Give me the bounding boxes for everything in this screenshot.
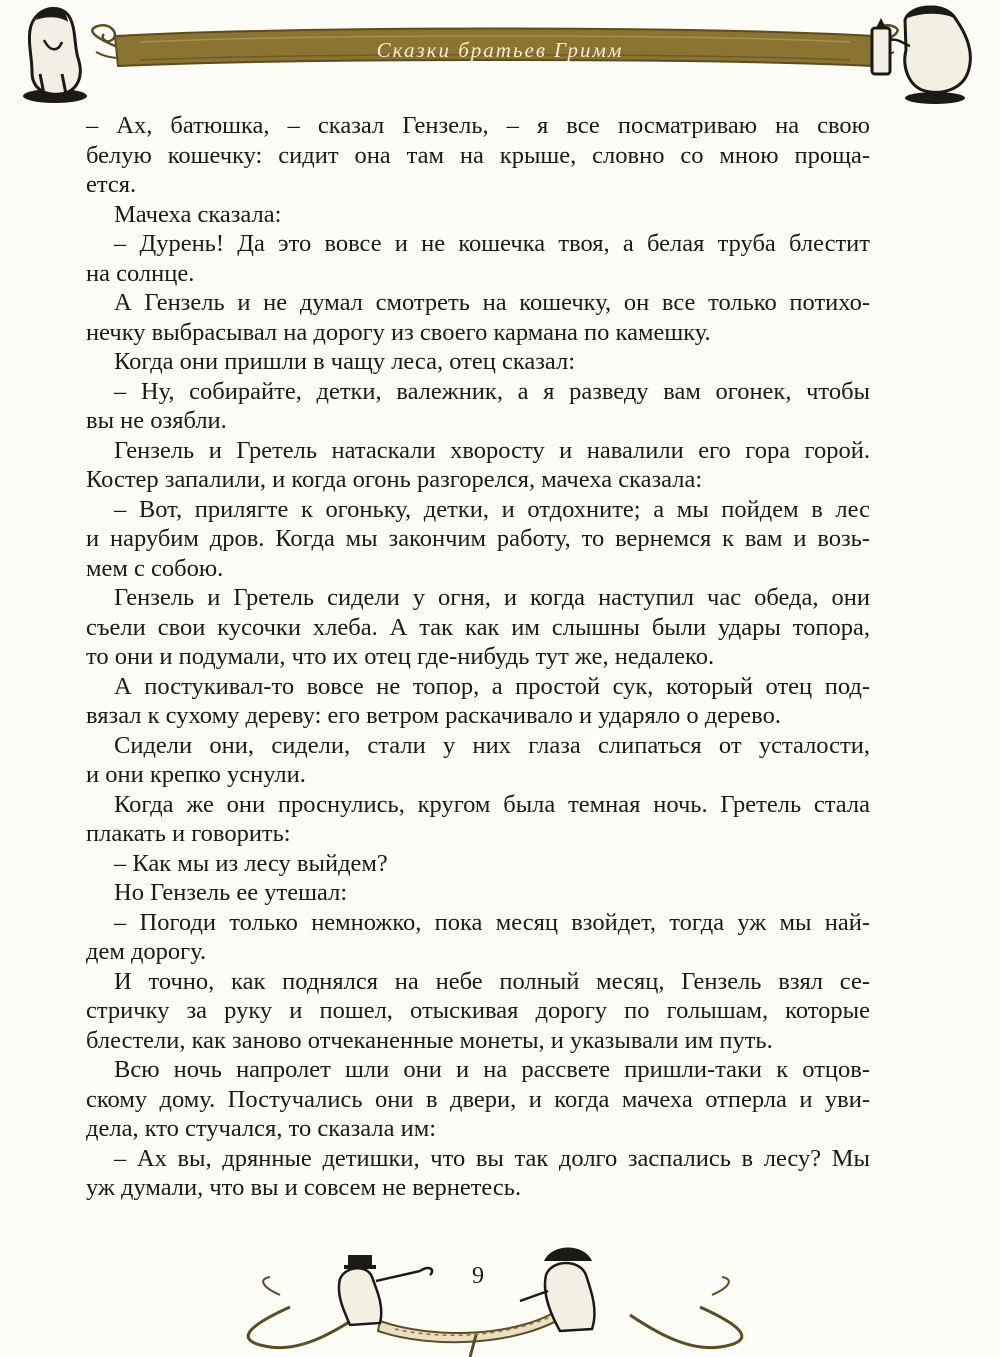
text-line: нечку выбрасывал на дорогу из своего кармана по камешку. [86, 318, 711, 346]
gnome-with-lantern-icon [872, 6, 970, 105]
text-line: на солнце. [86, 259, 195, 287]
page-footer [0, 1235, 1000, 1357]
running-title: Сказки братьев Гримм [376, 38, 624, 62]
text-line: уж думали, что вы и совсем не вернетесь. [86, 1174, 522, 1201]
text-line: белую кошечку: сидит она там на крыше, словно со мною проща- [86, 141, 870, 169]
text-line: Когда же они проснулись, кругом была темная ночь. Гретель стала [114, 790, 870, 818]
two-gnomes-holding-scroll-icon [0, 1235, 1000, 1357]
text-line: блестели, как заново отчеканенные монеты, и указывали им путь. [86, 1026, 773, 1054]
text-line: Сидели они, сидели, стали у них глаза слипаться от усталости, [114, 731, 870, 759]
text-line: Гензель и Гретель натаскали хворосту и навалили его гора горой. [114, 436, 870, 464]
text-line: съели свои кусочки хлеба. А так как им слышны были удары топора, [86, 613, 870, 641]
text-line: то они и подумали, что их отец где-нибудь тут же, недалеко. [86, 643, 715, 670]
text-line: – Ах, батюшка, – сказал Гензель, – я все посматриваю на свою [86, 112, 870, 139]
story-text [86, 111, 870, 1203]
text-line: Когда они пришли в чащу леса, отец сказал: [114, 348, 576, 375]
gnome-with-hood-icon [23, 8, 87, 103]
text-line: Но Гензель ее утешал: [114, 879, 348, 906]
text-line: скому дому. Постучались они в двери, и когда мачеха отперла и уви- [86, 1085, 870, 1113]
text-line: – Погоди только немножко, пока месяц взойдет, тогда уж мы най- [114, 908, 870, 936]
text-line: ется. [86, 171, 137, 198]
text-line: – Ах вы, дрянные детишки, что вы так долго заспались в лесу? Мы [114, 1144, 870, 1172]
text-line: плакать и говорить: [86, 820, 291, 847]
text-line: Гензель и Гретель сидели у огня, и когда наступил час обеда, они [114, 584, 870, 611]
text-line: вязал к сухому дереву: его ветром раскачивало и ударяло о дерево. [86, 702, 781, 729]
text-line: А постукивал-то вовсе не топор, а простой сук, который отец под- [114, 672, 870, 700]
text-line: и нарубим дров. Когда мы закончим работу, то вернемся к вам и возь- [86, 525, 870, 552]
text-line: Мачеха сказала: [114, 200, 282, 228]
text-line: стричку за руку и пошел, отыскивая дорогу по голышам, которые [86, 997, 870, 1024]
text-line: Всю ночь напролет шли они и на рассвете пришли-таки к отцов- [114, 1056, 870, 1083]
text-line: – Как мы из лесу выйдем? [114, 849, 388, 877]
text-line: дела, кто стучался, то сказала им: [86, 1115, 437, 1142]
text-line: – Ну, собирайте, детки, валежник, а я разведу вам огонек, чтобы [114, 377, 870, 405]
text-line: – Дурень! Да это вовсе и не кошечка твоя, а белая труба блестит [114, 230, 870, 257]
text-line: – Вот, прилягте к огоньку, детки, и отдохните; а мы пойдем в лес [114, 495, 870, 523]
page-number: 9 [472, 1263, 484, 1289]
text-line: и они крепко уснули. [86, 761, 306, 788]
text-line: вы не озябли. [86, 407, 227, 434]
page-header [0, 0, 1000, 110]
text-line: А Гензель и не думал смотреть на кошечку, он все только потихо- [114, 289, 870, 316]
text-line: мем с собою. [86, 554, 224, 582]
text-line: дем дорогу. [86, 938, 207, 965]
text-line: И точно, как поднялся на небе полный месяц, Гензель взял се- [114, 967, 870, 995]
text-line: Костер запалили, и когда огонь разгорелся, мачеха сказала: [86, 466, 703, 493]
